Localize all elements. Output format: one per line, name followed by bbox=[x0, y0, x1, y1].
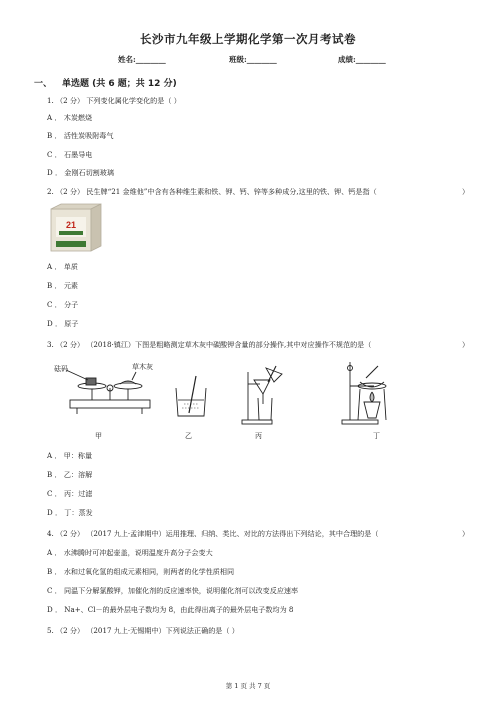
q2-option-b: B ． 元素 bbox=[47, 281, 79, 290]
weight-label: 砝码 bbox=[54, 365, 68, 373]
question-2-stem: 2. （2 分） 民生牌“21 金维他”中含有各种维生素和铁、钾、钙、锌等多种成分,这里的铁、钾、钙是指（ bbox=[47, 187, 377, 196]
section-heading bbox=[34, 76, 177, 89]
vitamin-box-label: 21 bbox=[65, 220, 77, 230]
filtration-apparatus bbox=[242, 366, 282, 424]
label-ding: 丁 bbox=[373, 432, 380, 440]
apparatus-figure bbox=[52, 358, 392, 440]
q4-option-a: A ． 水沸腾时可冲起壶盖，说明温度升高分子会变大 bbox=[47, 548, 213, 557]
score-field: 成绩:________ bbox=[338, 55, 386, 64]
question-4-stem: 4. （2 分） （2017 九上·孟津期中）运用推理、归纳、类比、对比的方法得出下列结论，其中合理的是（ bbox=[47, 529, 379, 538]
question-1-stem: 1. （2 分） 下列变化属化学变化的是（ ） bbox=[47, 96, 181, 105]
question-3-stem: 3. （2 分） （2018·镇江）下图是粗略测定草木灰中碳酸钾含量的部分操作,其中对应操作不规范的是（ bbox=[47, 340, 372, 349]
question-5-stem: 5. （2 分） （2017 九上·无锡期中）下列说法正确的是（ ） bbox=[47, 626, 239, 635]
q4-option-b: B ． 水和过氧化氢的组成元素相同，则两者的化学性质相同 bbox=[47, 567, 235, 576]
q2-close-paren: ） bbox=[462, 187, 470, 196]
ash-label: 草木灰 bbox=[132, 363, 153, 371]
q2-option-d: D ． 原子 bbox=[47, 319, 79, 328]
label-jia: 甲 bbox=[95, 432, 102, 440]
q4-option-d: D ． Na+、Cl－的最外层电子数均为 8，由此得出离子的最外层电子数均为 8 bbox=[47, 605, 294, 614]
vitamin-box-image bbox=[49, 203, 103, 253]
q2-option-a: A ． 单质 bbox=[47, 262, 78, 271]
q4-close-paren: ） bbox=[462, 529, 470, 538]
page-title: 长沙市九年级上学期化学第一次月考试卷 bbox=[140, 32, 356, 46]
section-number: 一、 bbox=[34, 79, 53, 89]
name-field: 姓名:________ bbox=[118, 55, 166, 64]
q3-option-b: B ． 乙：溶解 bbox=[47, 470, 93, 479]
label-bing: 丙 bbox=[255, 432, 262, 440]
q2-option-c: C ． 分子 bbox=[47, 300, 79, 309]
page-footer: 第 1 页 共 7 页 bbox=[225, 682, 271, 690]
section-label: 单选题 (共 6 题；共 12 分) bbox=[62, 79, 177, 89]
q3-option-d: D ． 丁：蒸发 bbox=[47, 508, 93, 517]
q3-option-c: C ． 丙：过滤 bbox=[47, 489, 93, 498]
q3-close-paren: ） bbox=[462, 340, 470, 349]
q4-option-c: C ． 同温下分解氯酸钾，加催化剂的反应速率快，说明催化剂可以改变反应速率 bbox=[47, 586, 299, 595]
q1-option-a: A ． 木炭燃烧 bbox=[47, 113, 93, 122]
q1-option-b: B ． 活性炭吸附毒气 bbox=[47, 131, 114, 140]
label-yi: 乙 bbox=[185, 432, 192, 440]
q1-option-d: D ． 金刚石切割玻璃 bbox=[47, 168, 114, 177]
q1-option-c: C ． 石墨导电 bbox=[47, 150, 93, 159]
dissolving-apparatus bbox=[176, 376, 206, 416]
evaporation-apparatus bbox=[342, 362, 386, 424]
q3-option-a: A ． 甲：称量 bbox=[47, 451, 93, 460]
balance-apparatus bbox=[66, 370, 150, 414]
class-field: 班级:________ bbox=[229, 55, 277, 64]
